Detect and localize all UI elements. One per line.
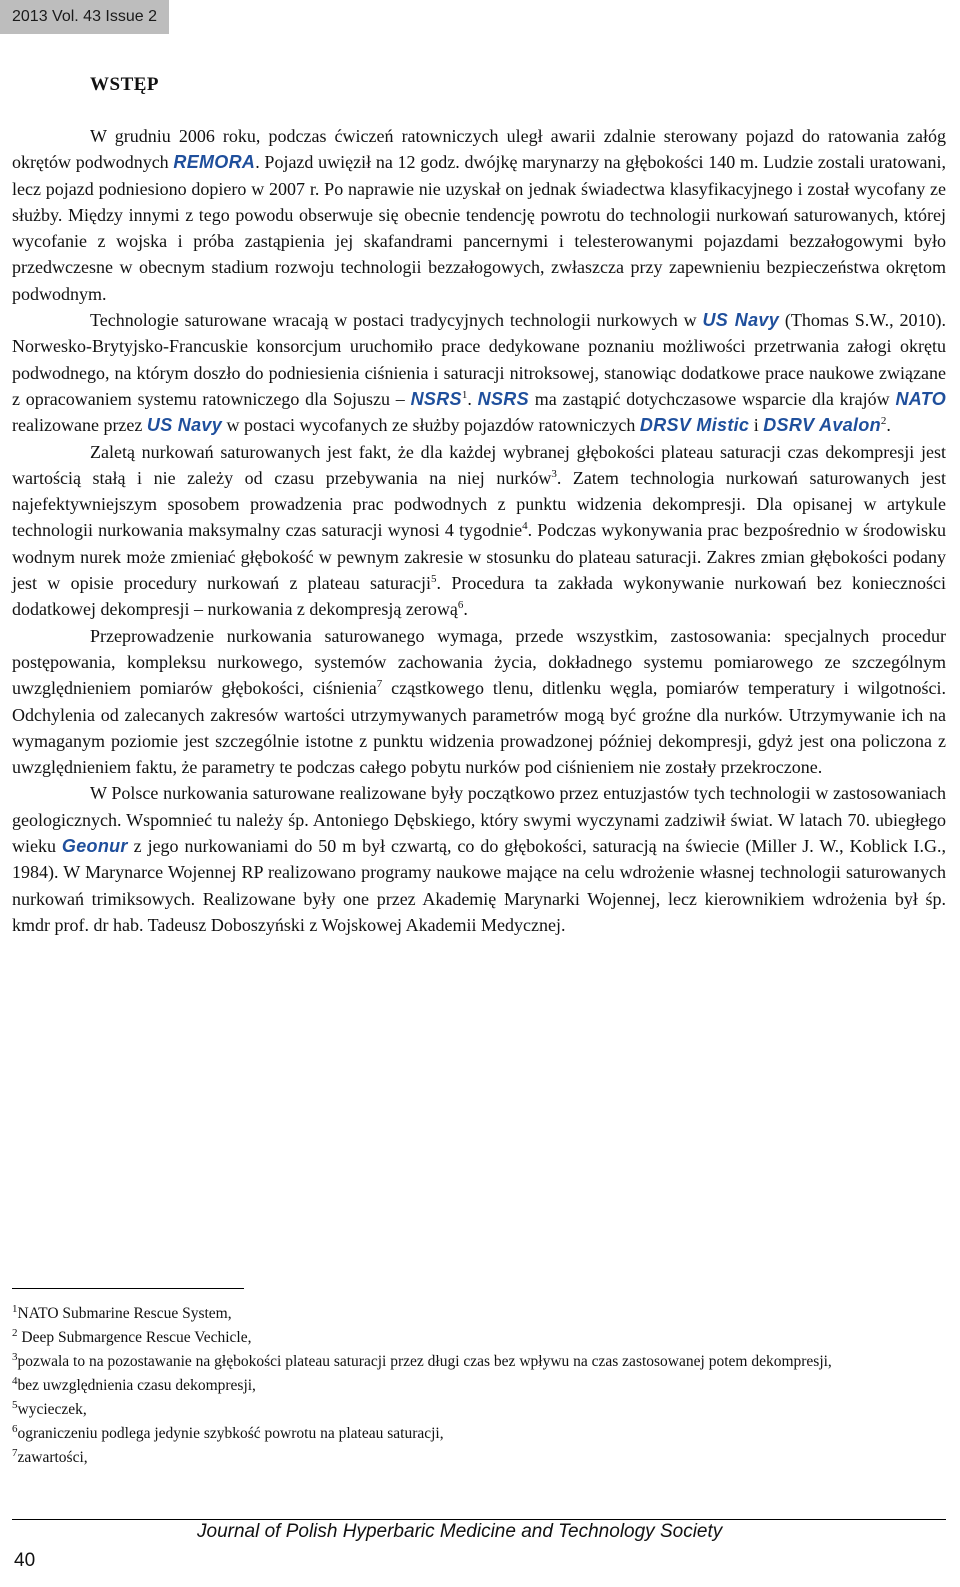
footnote-item xyxy=(12,1422,946,1446)
paragraph-4 xyxy=(12,623,946,781)
text-run: . Pojazd uwięził na 12 godz. dwójkę marynarzy na głębokości 140 m. Ludzie zostali uratowani, lecz pojazd podniesiono dopiero w 2007 r. Po naprawie nie uzyskał on jednak świadectwa klasyfikacyjnego i został wycofany ze służby. Między innymi z tego powodu obserwuje się obecnie tendencję powrotu do technologii nurkowań saturowanych, której wycofanie z wojska i próba zastąpienia jej skafandrami pancernymi i telesterowanymi pojazdami bezzałogowymi było przedwczesne w obecnym stadium rozwoju technologii bezzałogowych, zwłaszcza przy zapewnieniu bezpieczeństwa okrętom podwodnym. xyxy=(12,152,946,304)
remora-label: REMORA xyxy=(173,152,256,173)
footnote-number: 6 xyxy=(12,1422,18,1435)
footnote-ref-1: 1 xyxy=(461,388,468,401)
issue-badge: 2013 Vol. 43 Issue 2 xyxy=(0,0,169,34)
text-run: . xyxy=(467,388,478,409)
footnote-separator xyxy=(12,1288,244,1289)
section-title: WSTĘP xyxy=(90,74,160,95)
text-run: realizowane przez xyxy=(12,415,147,436)
us-navy-label: US Navy xyxy=(702,310,780,331)
footnote-item xyxy=(12,1398,946,1422)
article-body xyxy=(12,123,946,938)
footnote-number: 3 xyxy=(12,1350,18,1363)
footnote-text: wycieczek, xyxy=(17,1401,87,1418)
footnote-ref-3: 3 xyxy=(551,467,557,480)
footnote-ref-6: 6 xyxy=(457,599,464,612)
footnote-item xyxy=(12,1326,946,1350)
footnote-number: 7 xyxy=(12,1446,18,1459)
paragraph-2 xyxy=(12,307,946,438)
nsrs-label: NSRS xyxy=(410,388,462,409)
footnotes xyxy=(12,1302,946,1470)
text-run: Zaletą nurkowań saturowanych jest fakt, że dla każdej wybranej głębokości plateau saturacji czas dekompresji jest wartością stałą i nie zależy od czasu przebywania na niej nurków xyxy=(12,441,946,488)
footnote-item xyxy=(12,1446,946,1470)
footnote-text: ograniczeniu podlega jedynie szybkość powrotu na plateau saturacji, xyxy=(17,1425,444,1442)
text-run: i xyxy=(749,415,764,436)
text-run: ma zastąpić dotychczasowe wsparcie dla krajów xyxy=(528,388,896,409)
footnote-number: 4 xyxy=(12,1374,18,1387)
text-run: (Thomas S.W., 2010). Norwesko-Brytyjsko-Francuskie konsorcjum uruchomiło prace dedykowane poznaniu możliwości przetrwania załogi okrętu podwodnego, na którym doszło do podniesienia ciśnienia i saturacji nitroksowej, stanowiąc dodatkowe prace naukowe związane z opracowaniem systemu ratowniczego dla Sojuszu – xyxy=(12,310,947,409)
drsv-mistic-label: DRSV Mistic xyxy=(639,415,750,436)
us-navy-label: US Navy xyxy=(146,415,223,436)
footnote-number: 2 xyxy=(12,1326,18,1339)
dsrv-avalon-label: DSRV Avalon xyxy=(763,415,881,436)
text-run: Technologie saturowane wracają w postaci tradycyjnych technologii nurkowych w xyxy=(90,310,703,331)
footnote-item xyxy=(12,1302,946,1326)
footnote-ref-7: 7 xyxy=(376,678,383,691)
text-run: . Zatem technologia nurkowań saturowanych jest najefektywniejszym sposobem prowadzenia prac podwodnych z punktu widzenia dekompresji. Dla opisanej w artykule technologii nurkowania maksymalny czas saturacji wynosi 4 tygodnie xyxy=(12,467,946,541)
text-run: z jego nurkowaniami do 50 m był czwartą, co do głębokości, saturacją na świecie (Miller J. W., Koblick I.G., 1984). W Marynarce Wojennej RP realizowano programy naukowe mające na celu wdrożenie własnej technologii saturowanych nurkowań trimiksowych. Realizowane były one przez Akademię Marynarki Wojennej, lecz kierownikiem wdrożenia był śp. kmdr prof. dr hab. Tadeusz Doboszyński z Wojskowej Akademii Medycznej. xyxy=(12,836,946,935)
page-number: 40 xyxy=(14,1550,36,1571)
text-run: . xyxy=(463,599,468,620)
paragraph-1 xyxy=(12,123,946,307)
footnote-item xyxy=(12,1374,946,1398)
footnote-ref-4: 4 xyxy=(522,520,528,533)
paragraph-5 xyxy=(12,780,946,938)
footer-separator xyxy=(12,1519,946,1520)
nsrs-label: NSRS xyxy=(477,388,529,409)
journal-name: Journal of Polish Hyperbaric Medicine and Technology Society xyxy=(197,1521,723,1542)
paragraph-3 xyxy=(12,439,946,623)
text-run: Przeprowadzenie nurkowania saturowanego wymaga, przede wszystkim, zastosowania: specjalnych procedur postępowania, kompleksu nurkowego, systemów zachowania życia, dokładnego systemu pomiarowego ze szczególnym uwzględnieniem pomiarów głębokości, ciśnienia xyxy=(12,625,946,699)
text-run: . xyxy=(886,415,891,436)
text-run: . Procedura ta zakłada wykonywanie nurkowań bez konieczności dodatkowej dekompresji – nurkowania z dekompresją zerową xyxy=(12,573,946,620)
text-run: . Podczas wykonywania prac bezpośrednio w środowisku wodnym nurek może zmieniać głębokość w pewnym zakresie w stosunku do plateau saturacji. Zakres zmian głębokości podany jest w opisie procedury nurkowań z plateau saturacji xyxy=(12,520,946,594)
nato-label: NATO xyxy=(895,388,947,409)
text-run: W grudniu 2006 roku, podczas ćwiczeń ratowniczych uległ awarii zdalnie sterowany pojazd do ratowania załóg okrętów podwodnych xyxy=(12,126,946,173)
footnote-item xyxy=(12,1350,946,1374)
footnote-ref-2: 2 xyxy=(880,415,887,428)
footnote-number: 1 xyxy=(12,1302,18,1315)
footnote-text: Deep Submargence Rescue Vechicle, xyxy=(17,1329,252,1346)
footnote-number: 5 xyxy=(12,1398,18,1411)
geonur-label: Geonur xyxy=(61,836,128,857)
text-run: W Polsce nurkowania saturowane realizowane były początkowo przez entuzjastów tych technologii w zastosowaniach geologicznych. Wspomnieć tu należy śp. Antoniego Dębskiego, który swymi wyczynami zadziwił świat. W latach 70. ubiegłego wieku xyxy=(12,783,946,857)
text-run: cząstkowego tlenu, ditlenku węgla, pomiarów temperatury i wilgotności. Odchylenia od zalecanych zakresów wartości utrzymywanych parametrów mogą być groźne dla nurków. Utrzymywanie ich na wymaganym poziomie jest szczególnie istotne z punktu widzenia prowadzonej później dekompresji, gdyż jest ona policzona z uwzględnieniem faktu, że parametry te podczas całego pobytu nurków pod ciśnieniem nie zostały przekroczone. xyxy=(12,678,947,778)
text-run: w postaci wycofanych ze służby pojazdów ratowniczych xyxy=(222,415,640,436)
footnote-text: NATO Submarine Rescue System, xyxy=(17,1305,232,1322)
footnote-text: pozwala to na pozostawanie na głębokości plateau saturacji przez długi czas bez wpływu na czas zastosowanej potem dekompresji, xyxy=(17,1353,832,1370)
footnote-ref-5: 5 xyxy=(431,573,437,586)
footnote-text: bez uwzględnienia czasu dekompresji, xyxy=(17,1377,256,1394)
footnote-text: zawartości, xyxy=(17,1449,88,1466)
